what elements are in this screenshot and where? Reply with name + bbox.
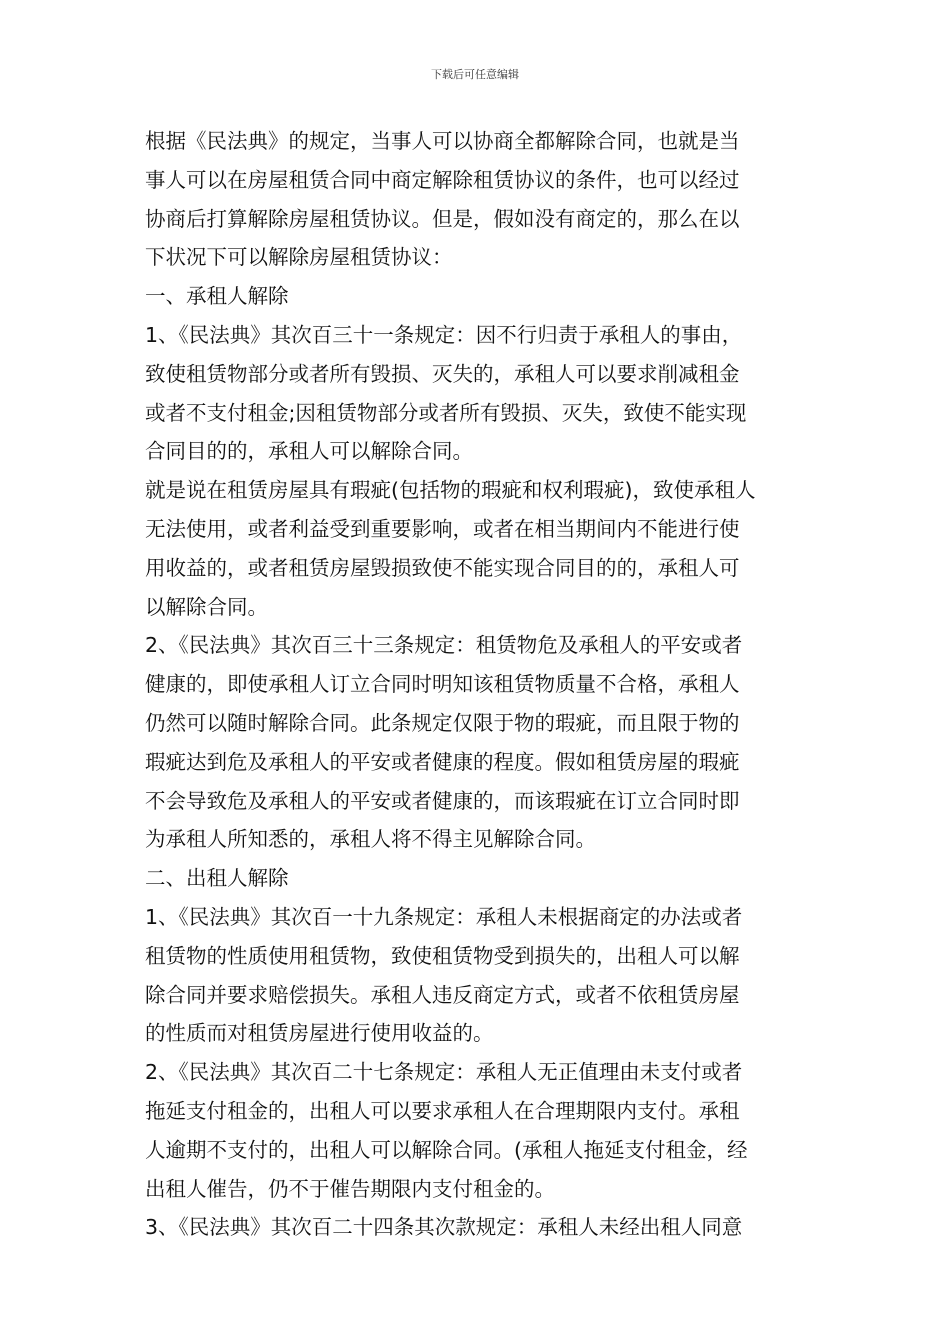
body-line: 事人可以在房屋租赁合同中商定解除租赁协议的条件，也可以经过	[145, 167, 740, 192]
body-line: 的性质而对租赁房屋进行使用收益的。	[145, 1021, 494, 1046]
body-line: 除合同并要求赔偿损失。承租人违反商定方式，或者不依租赁房屋	[145, 982, 740, 1007]
body-line: 致使租赁物部分或者所有毁损、灭失的，承租人可以要求削减租金	[145, 361, 740, 386]
body-line: 拖延支付租金的，出租人可以要求承租人在合理期限内支付。承租	[145, 1098, 740, 1123]
body-line: 仍然可以随时解除合同。此条规定仅限于物的瑕疵，而且限于物的	[145, 710, 740, 735]
body-line: 协商后打算解除房屋租赁协议。但是，假如没有商定的，那么在以	[145, 206, 740, 231]
body-line: 健康的，即使承租人订立合同时明知该租赁物质量不合格，承租人	[145, 672, 740, 697]
page-header: 下载后可任意编辑	[431, 68, 519, 81]
section-heading-lessor: 二、出租人解除	[145, 866, 289, 891]
body-line: 不会导致危及承租人的平安或者健康的，而该瑕疵在订立合同时即	[145, 788, 740, 813]
body-line: 1、《民法典》其次百一十九条规定：承租人未根据商定的办法或者	[145, 904, 743, 929]
body-line: 人逾期不支付的，出租人可以解除合同。(承租人拖延支付租金，经	[145, 1137, 748, 1162]
body-line: 无法使用，或者利益受到重要影响，或者在相当期间内不能进行使	[145, 516, 740, 541]
body-line: 租赁物的性质使用租赁物，致使租赁物受到损失的，出租人可以解	[145, 943, 740, 968]
body-line: 下状况下可以解除房屋租赁协议：	[145, 245, 453, 270]
section-heading-lessee: 一、承租人解除	[145, 284, 289, 309]
body-line: 或者不支付租金;因租赁物部分或者所有毁损、灭失，致使不能实现	[145, 400, 747, 425]
body-line: 出租人催告，仍不于催告期限内支付租金的。	[145, 1176, 555, 1201]
body-line: 就是说在租赁房屋具有瑕疵(包括物的瑕疵和权利瑕疵)，致使承租人	[145, 478, 756, 503]
body-line: 合同目的的，承租人可以解除合同。	[145, 439, 473, 464]
body-line: 2、《民法典》其次百三十三条规定：租赁物危及承租人的平安或者	[145, 633, 743, 658]
body-line: 1、《民法典》其次百三十一条规定：因不行归责于承租人的事由，	[145, 322, 743, 347]
body-line: 为承租人所知悉的，承租人将不得主见解除合同。	[145, 827, 596, 852]
body-line: 瑕疵达到危及承租人的平安或者健康的程度。假如租赁房屋的瑕疵	[145, 749, 740, 774]
body-line: 3、《民法典》其次百二十四条其次款规定：承租人未经出租人同意	[145, 1215, 743, 1240]
body-line: 以解除合同。	[145, 594, 268, 619]
body-line: 根据《民法典》的规定，当事人可以协商全都解除合同，也就是当	[145, 129, 740, 153]
body-line: 用收益的，或者租赁房屋毁损致使不能实现合同目的的，承租人可	[145, 555, 740, 580]
document-body	[145, 122, 807, 1247]
body-line: 2、《民法典》其次百二十七条规定：承租人无正值理由未支付或者	[145, 1060, 743, 1085]
